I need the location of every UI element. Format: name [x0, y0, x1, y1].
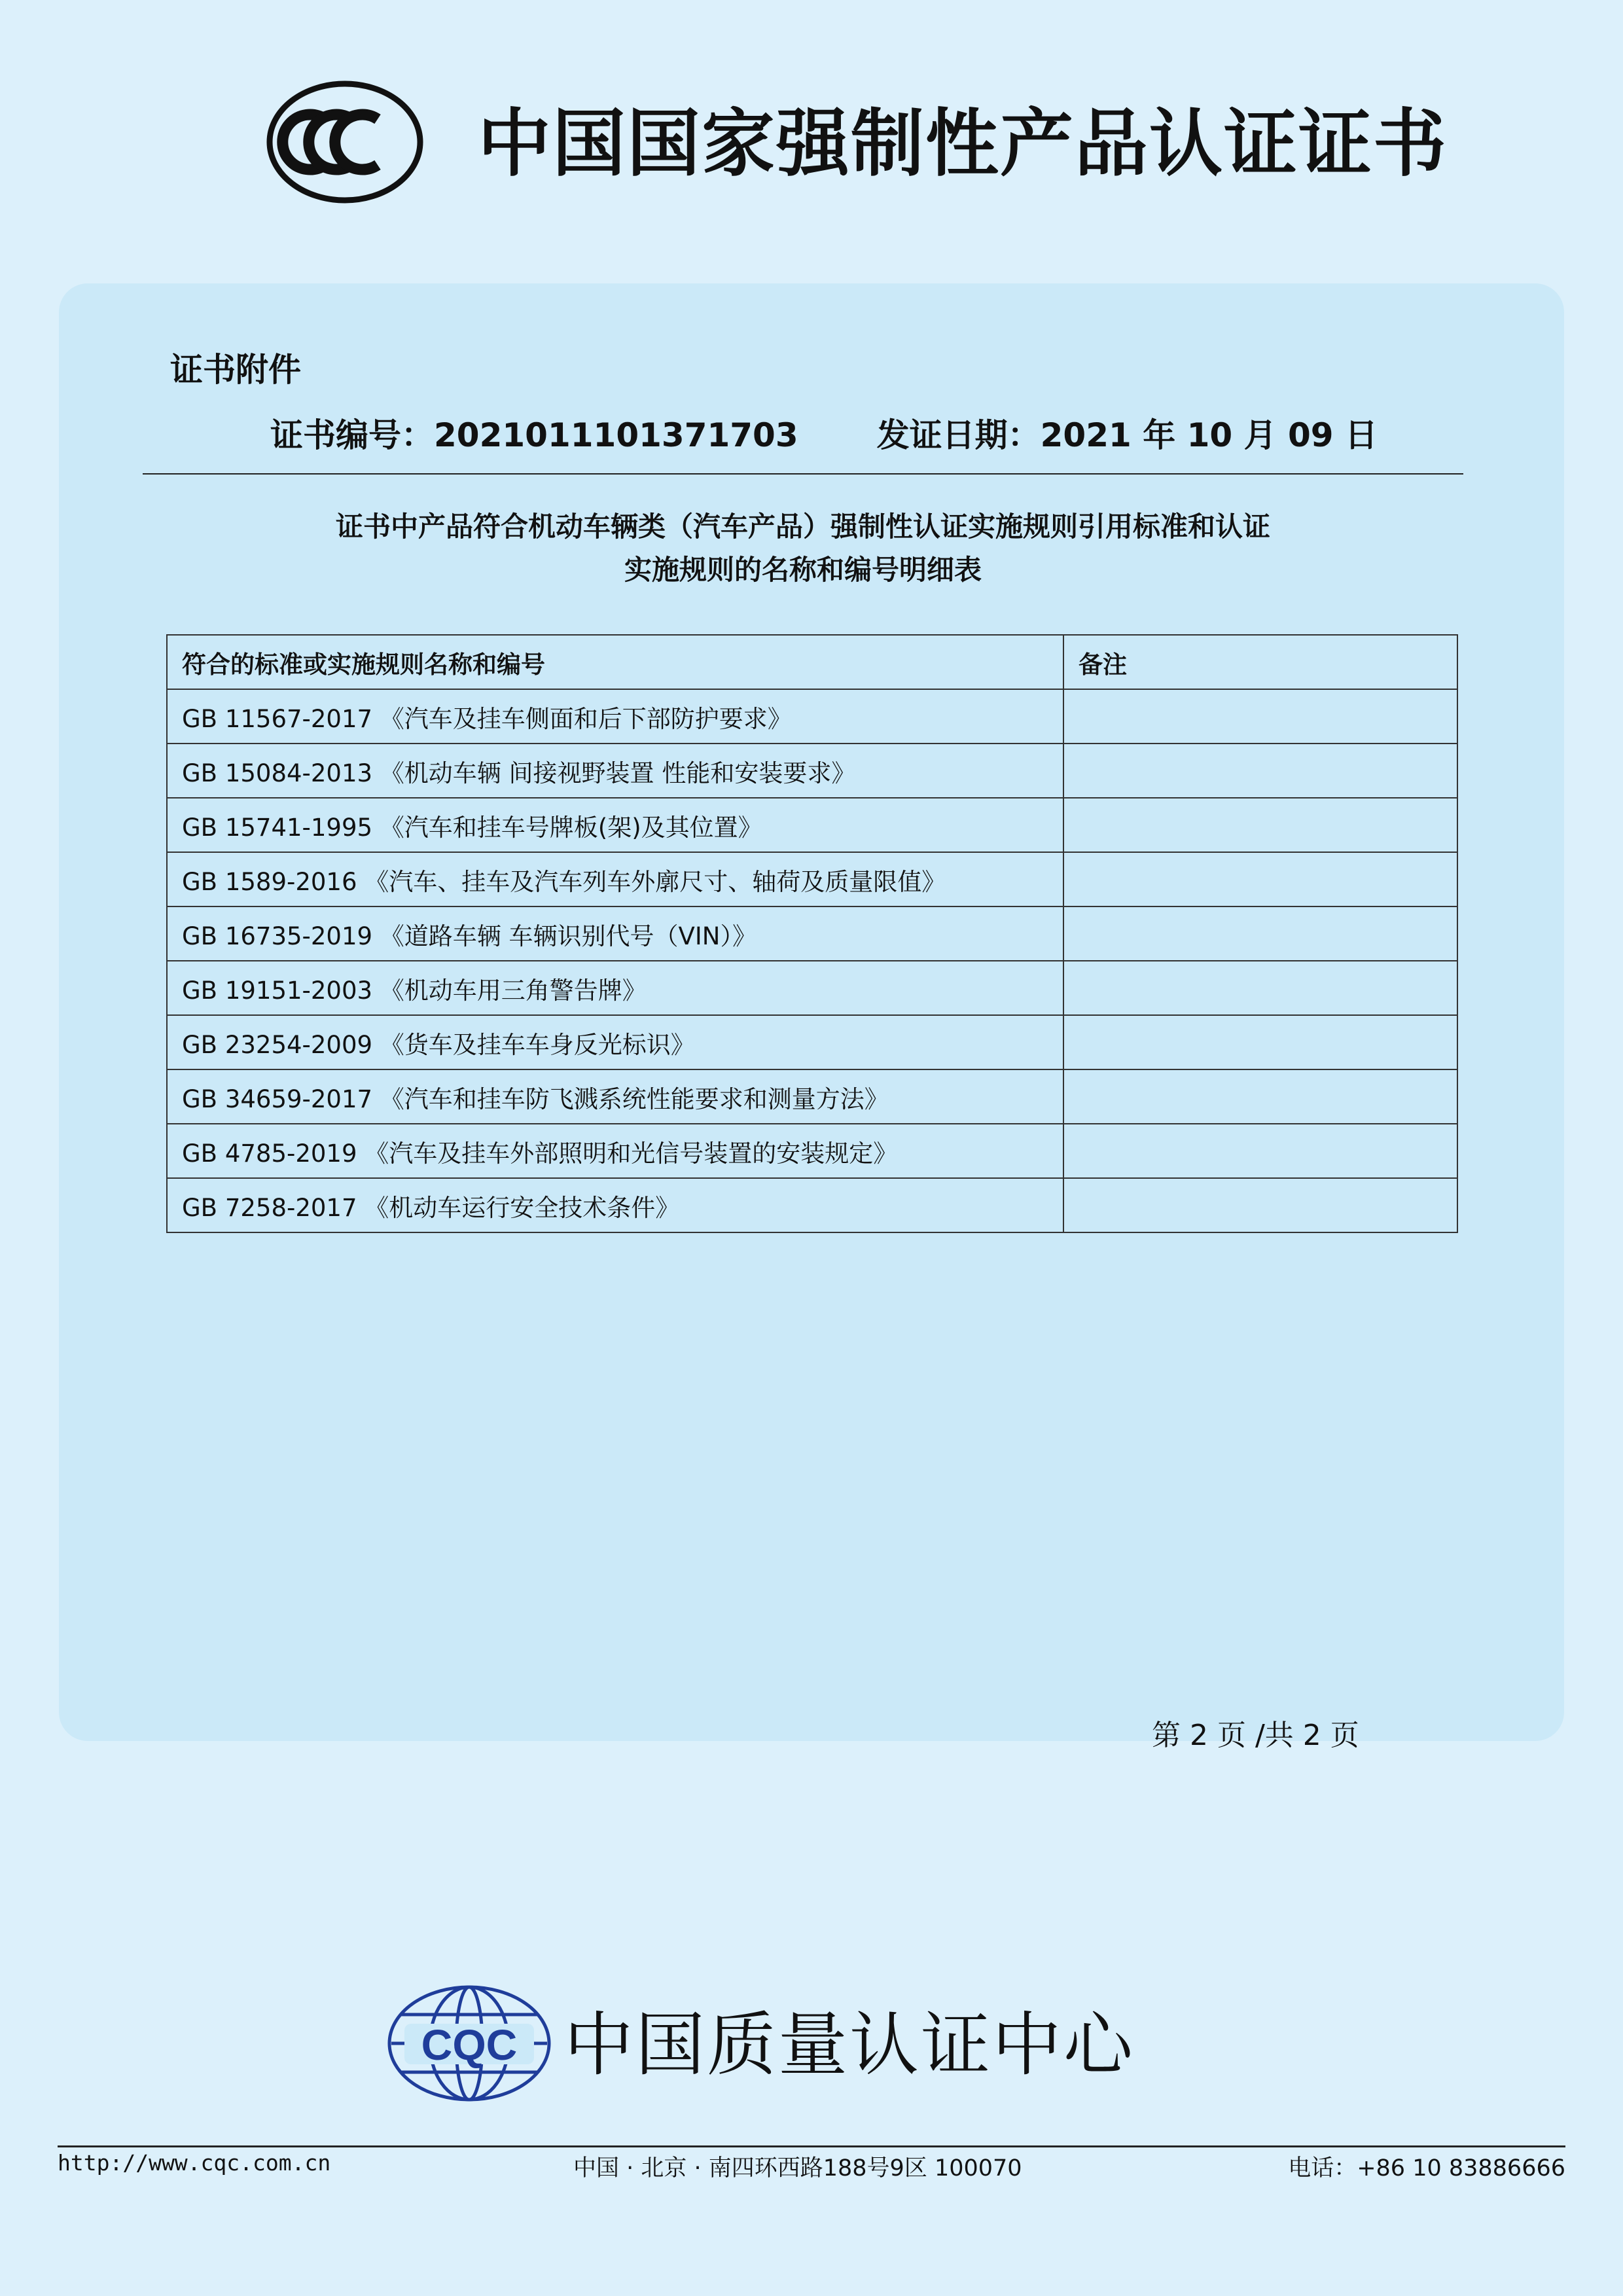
note-cell — [1063, 852, 1457, 906]
standard-cell: GB 15084-2013 《机动车辆 间接视野装置 性能和安装要求》 — [167, 744, 1063, 798]
table-row — [167, 1069, 1457, 1124]
footer-phone: 电话：+86 10 83886666 — [1288, 2155, 1565, 2181]
note-cell — [1063, 1069, 1457, 1124]
note-cell — [1063, 1178, 1457, 1232]
standard-cell: GB 15741-1995 《汽车和挂车号牌板(架)及其位置》 — [167, 798, 1063, 852]
table-row — [167, 961, 1457, 1015]
page-number: 第 2 页 /共 2 页 — [1152, 1719, 1359, 1752]
page-header — [0, 79, 1623, 209]
footer-divider — [58, 2145, 1565, 2147]
table-row — [167, 689, 1457, 744]
note-cell — [1063, 1124, 1457, 1178]
standard-cell: GB 7258-2017 《机动车运行安全技术条件》 — [167, 1178, 1063, 1232]
cqc-logo-text: CQC — [421, 2020, 518, 2069]
standard-cell: GB 4785-2019 《汽车及挂车外部照明和光信号装置的安装规定》 — [167, 1124, 1063, 1178]
page-title: 中国国家强制性产品认证证书 — [478, 101, 1448, 187]
standard-cell: GB 16735-2019 《道路车辆 车辆识别代号（VIN）》 — [167, 906, 1063, 961]
footer-url-link[interactable]: http://www.cqc.com.cn — [58, 2150, 331, 2176]
table-row — [167, 1124, 1457, 1178]
table-row — [167, 1015, 1457, 1069]
issue-date-label: 发证日期： — [876, 416, 1041, 454]
column-header-standard: 符合的标准或实施规则名称和编号 — [167, 635, 1063, 689]
divider — [143, 473, 1463, 475]
certificate-info — [270, 409, 1378, 456]
ccc-logo-icon — [265, 79, 425, 206]
caption-line-1: 证书中产品符合机动车辆类（汽车产品）强制性认证实施规则引用标准和认证 — [335, 511, 1270, 543]
table-row — [167, 798, 1457, 852]
note-cell — [1063, 689, 1457, 744]
footer-address: 中国 · 北京 · 南四环西路188号9区 100070 — [573, 2155, 1022, 2181]
cert-no-value: 2021011101371703 — [434, 416, 798, 454]
note-cell — [1063, 906, 1457, 961]
issue-date-value: 2021 年 10 月 09 日 — [1040, 416, 1378, 454]
table-row — [167, 852, 1457, 906]
standard-cell: GB 1589-2016 《汽车、挂车及汽车列车外廓尺寸、轴荷及质量限值》 — [167, 852, 1063, 906]
organization-name: 中国质量认证中心 — [564, 2005, 1135, 2085]
standard-cell: GB 23254-2009 《货车及挂车车身反光标识》 — [167, 1015, 1063, 1069]
note-cell — [1063, 744, 1457, 798]
note-cell — [1063, 961, 1457, 1015]
note-cell — [1063, 1015, 1457, 1069]
caption-line-2: 实施规则的名称和编号明细表 — [624, 554, 982, 586]
cqc-globe-logo-icon — [386, 1983, 553, 2104]
column-header-note: 备注 — [1063, 635, 1457, 689]
note-cell — [1063, 798, 1457, 852]
standards-table — [166, 634, 1458, 1233]
table-row — [167, 744, 1457, 798]
standard-cell: GB 19151-2003 《机动车用三角警告牌》 — [167, 961, 1063, 1015]
standard-cell: GB 11567-2017 《汽车及挂车侧面和后下部防护要求》 — [167, 689, 1063, 744]
cert-no-label: 证书编号： — [270, 416, 434, 454]
table-header-row — [167, 635, 1457, 689]
table-caption — [143, 505, 1463, 592]
table-row — [167, 906, 1457, 961]
standard-cell: GB 34659-2017 《汽车和挂车防飞溅系统性能要求和测量方法》 — [167, 1069, 1063, 1124]
attachment-label: 证书附件 — [170, 351, 301, 389]
table-row — [167, 1178, 1457, 1232]
